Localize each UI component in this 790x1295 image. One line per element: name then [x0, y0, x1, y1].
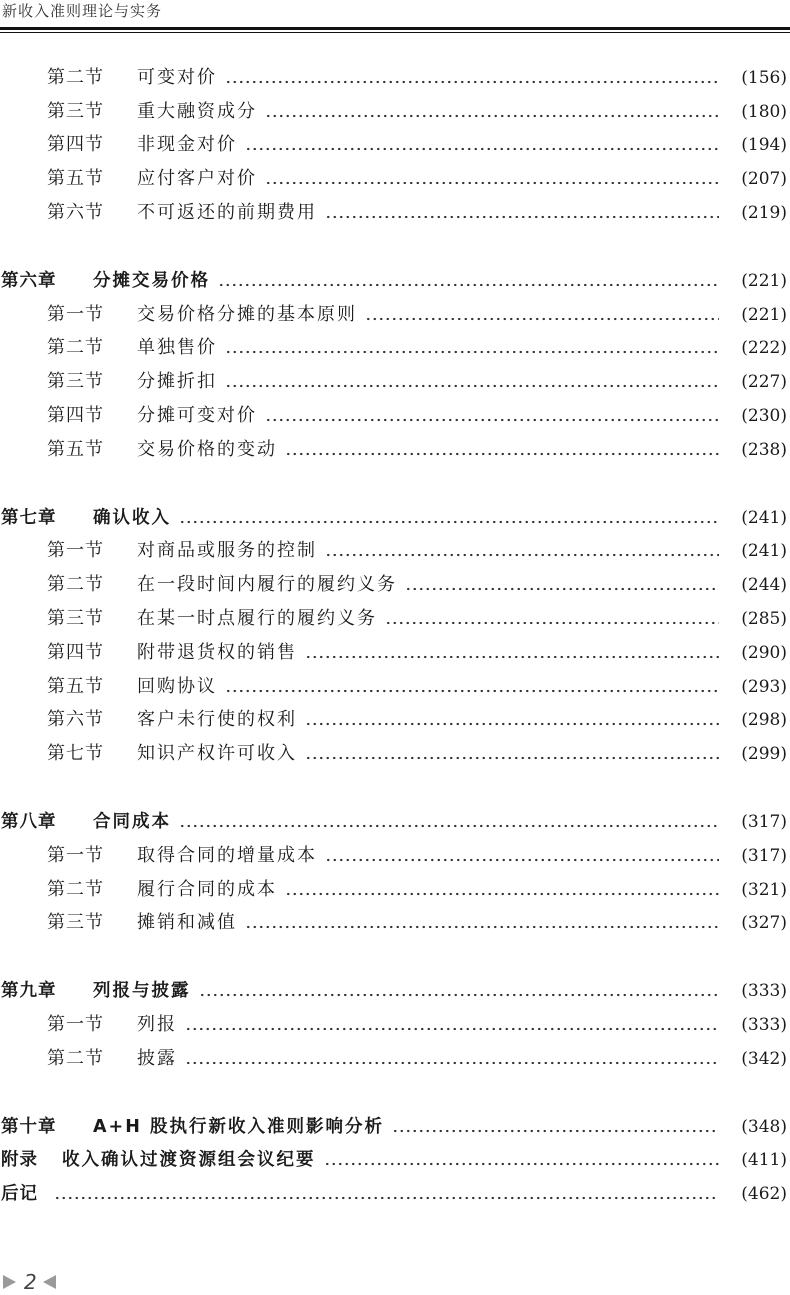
section-number: 第一节	[47, 303, 104, 325]
section-number: 第三节	[47, 100, 104, 122]
running-header	[0, 0, 790, 34]
section-title: 重大融资成分	[137, 100, 257, 122]
toc-section-entry[interactable]	[0, 873, 790, 907]
dot-leader	[325, 540, 719, 562]
section-number: 第三节	[47, 912, 104, 934]
dot-leader	[385, 608, 719, 630]
toc-section-entry[interactable]	[0, 433, 790, 467]
section-number: 第二节	[47, 66, 104, 88]
section-number: 第四节	[47, 134, 104, 156]
section-title: 客户未行使的权利	[137, 709, 297, 731]
header-rule-thin	[0, 32, 790, 33]
page-reference: (327)	[741, 913, 787, 934]
toc-section-entry[interactable]	[0, 61, 790, 95]
dot-leader	[305, 642, 719, 664]
chapter-number: 第七章	[1, 507, 57, 528]
section-title: 分摊折扣	[137, 371, 217, 393]
dot-leader	[179, 507, 719, 529]
section-title: 披露	[137, 1047, 177, 1069]
chapter-title: 分摊交易价格	[93, 270, 210, 291]
page-reference: (321)	[741, 879, 787, 900]
dot-leader	[245, 134, 719, 156]
toc-section-entry[interactable]	[0, 568, 790, 602]
chapter-number: 后记	[1, 1184, 38, 1205]
dot-leader	[225, 337, 719, 359]
dot-leader	[225, 371, 719, 393]
toc-section-entry[interactable]	[0, 365, 790, 399]
toc-section-entry[interactable]	[0, 839, 790, 873]
dot-leader	[285, 879, 719, 901]
section-title: 不可返还的前期费用	[137, 202, 317, 224]
page-reference: (462)	[741, 1184, 787, 1205]
chapter-title: 确认收入	[93, 507, 171, 528]
section-title: 应付客户对价	[137, 168, 257, 190]
section-number: 第一节	[47, 844, 104, 866]
section-number: 第二节	[47, 337, 104, 359]
dot-leader	[305, 709, 719, 731]
page-reference: (298)	[741, 710, 787, 731]
chapter-title: A+H 股执行新收入准则影响分析	[93, 1116, 384, 1137]
section-title: 摊销和减值	[137, 912, 237, 934]
page-reference: (156)	[741, 67, 787, 88]
toc-chapter-entry[interactable]	[0, 974, 790, 1008]
section-number: 第五节	[47, 675, 104, 697]
dot-leader	[54, 1183, 719, 1205]
page-reference: (317)	[741, 812, 787, 833]
toc-section-entry[interactable]	[0, 95, 790, 129]
group-spacer	[0, 940, 790, 974]
toc-section-entry[interactable]	[0, 399, 790, 433]
toc-section-entry[interactable]	[0, 129, 790, 163]
dot-leader	[324, 1149, 720, 1171]
page-reference: (333)	[741, 981, 787, 1002]
toc-section-entry[interactable]	[0, 298, 790, 332]
toc-chapter-entry[interactable]	[0, 264, 790, 298]
toc-section-entry[interactable]	[0, 907, 790, 941]
toc-chapter-entry[interactable]	[0, 805, 790, 839]
toc-chapter-entry[interactable]	[0, 501, 790, 535]
section-title: 对商品或服务的控制	[137, 540, 317, 562]
section-title: 可变对价	[137, 66, 217, 88]
page-reference: (333)	[741, 1015, 787, 1036]
page-reference: (227)	[741, 372, 787, 393]
section-number: 第三节	[47, 371, 104, 393]
dot-leader	[265, 168, 719, 190]
section-number: 第三节	[47, 608, 104, 630]
right-triangle-icon	[3, 1275, 16, 1289]
section-title: 附带退货权的销售	[137, 641, 297, 663]
toc-section-entry[interactable]	[0, 196, 790, 230]
group-spacer	[0, 1076, 790, 1110]
book-title: 新收入准则理论与实务	[2, 2, 163, 20]
dot-leader	[179, 811, 719, 833]
dot-leader	[405, 574, 719, 596]
toc-section-entry[interactable]	[0, 1042, 790, 1076]
page-reference: (219)	[741, 203, 787, 224]
chapter-number: 第六章	[1, 270, 57, 291]
table-of-contents	[0, 61, 790, 1211]
page-reference: (238)	[741, 439, 787, 460]
section-number: 第二节	[47, 878, 104, 900]
header-rule-thick	[0, 27, 790, 30]
section-number: 第七节	[47, 743, 104, 765]
section-number: 第四节	[47, 405, 104, 427]
chapter-title: 合同成本	[93, 812, 171, 833]
page-reference: (290)	[741, 642, 787, 663]
section-title: 履行合同的成本	[137, 878, 277, 900]
section-number: 第六节	[47, 202, 104, 224]
toc-chapter-entry[interactable]	[0, 1144, 790, 1178]
group-spacer	[0, 771, 790, 805]
toc-chapter-entry[interactable]	[0, 1177, 790, 1211]
section-number: 第六节	[47, 709, 104, 731]
dot-leader	[218, 270, 719, 292]
section-title: 分摊可变对价	[137, 405, 257, 427]
page-reference: (348)	[741, 1116, 787, 1137]
page-reference: (293)	[741, 676, 787, 697]
section-title: 知识产权许可收入	[137, 743, 297, 765]
chapter-number: 第八章	[1, 812, 57, 833]
dot-leader	[225, 67, 719, 89]
toc-section-entry[interactable]	[0, 162, 790, 196]
dot-leader	[325, 845, 719, 867]
toc-section-entry[interactable]	[0, 670, 790, 704]
page-reference: (230)	[741, 406, 787, 427]
page-reference: (299)	[741, 744, 787, 765]
section-number: 第一节	[47, 540, 104, 562]
dot-leader	[199, 980, 720, 1002]
toc-section-entry[interactable]	[0, 332, 790, 366]
page-reference: (317)	[741, 845, 787, 866]
section-title: 列报	[137, 1014, 177, 1036]
section-number: 第五节	[47, 168, 104, 190]
dot-leader	[285, 439, 719, 461]
toc-section-entry[interactable]	[0, 1008, 790, 1042]
page-reference: (241)	[741, 507, 787, 528]
section-number: 第四节	[47, 641, 104, 663]
page-reference: (194)	[741, 135, 787, 156]
dot-leader	[325, 202, 719, 224]
chapter-title: 列报与披露	[93, 981, 191, 1002]
page-reference: (180)	[741, 101, 787, 122]
dot-leader	[245, 912, 719, 934]
section-title: 交易价格分摊的基本原则	[137, 303, 357, 325]
chapter-number: 第十章	[1, 1116, 57, 1137]
toc-section-entry[interactable]	[0, 704, 790, 738]
dot-leader	[265, 405, 719, 427]
section-title: 取得合同的增量成本	[137, 844, 317, 866]
page-reference: (244)	[741, 575, 787, 596]
section-title: 交易价格的变动	[137, 438, 277, 460]
section-title: 单独售价	[137, 337, 217, 359]
chapter-number: 第九章	[1, 981, 57, 1002]
page-reference: (207)	[741, 169, 787, 190]
group-spacer	[0, 467, 790, 501]
section-title: 非现金对价	[137, 134, 237, 156]
page-reference: (285)	[741, 609, 787, 630]
section-number: 第二节	[47, 574, 104, 596]
section-title: 回购协议	[137, 675, 217, 697]
page-reference: (221)	[741, 304, 787, 325]
toc-section-entry[interactable]	[0, 602, 790, 636]
dot-leader	[365, 304, 719, 326]
dot-leader	[225, 676, 719, 698]
page-number: 2	[24, 1270, 37, 1294]
page-reference: (222)	[741, 338, 787, 359]
dot-leader	[185, 1014, 719, 1036]
page-reference: (342)	[741, 1048, 787, 1069]
toc-section-entry[interactable]	[0, 535, 790, 569]
dot-leader	[265, 101, 719, 123]
page-footer	[0, 1269, 56, 1295]
page-reference: (411)	[741, 1150, 787, 1171]
left-triangle-icon	[43, 1275, 56, 1289]
section-number: 第五节	[47, 438, 104, 460]
section-title: 在某一时点履行的履约义务	[137, 608, 377, 630]
chapter-title: 收入确认过渡资源组会议纪要	[62, 1150, 316, 1171]
section-number: 第一节	[47, 1014, 104, 1036]
group-spacer	[0, 230, 790, 264]
toc-chapter-entry[interactable]	[0, 1110, 790, 1144]
dot-leader	[305, 743, 719, 765]
chapter-number: 附录	[1, 1150, 38, 1171]
section-title: 在一段时间内履行的履约义务	[137, 574, 397, 596]
page-reference: (241)	[741, 541, 787, 562]
dot-leader	[185, 1048, 719, 1070]
toc-section-entry[interactable]	[0, 737, 790, 771]
section-number: 第二节	[47, 1047, 104, 1069]
toc-section-entry[interactable]	[0, 636, 790, 670]
dot-leader	[392, 1116, 719, 1138]
page-reference: (221)	[741, 270, 787, 291]
